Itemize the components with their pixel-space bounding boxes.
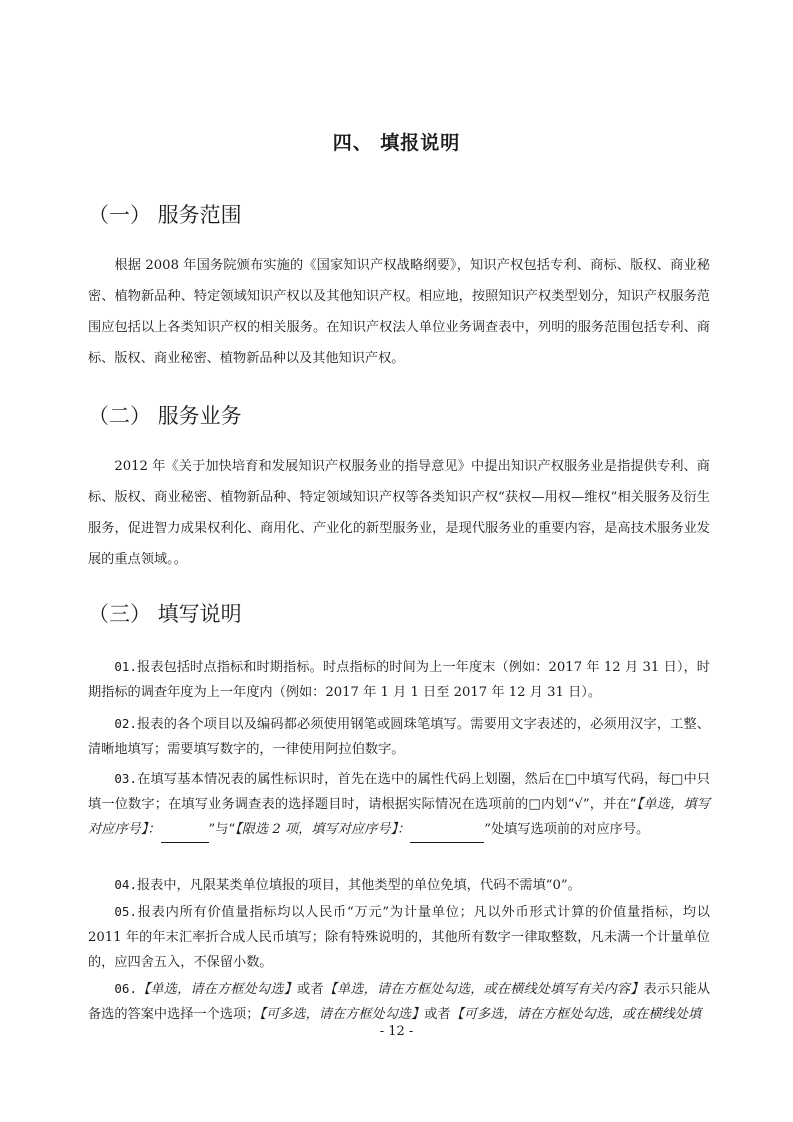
item-tag: 【单选，请在方框处勾选，或在横线处填写有关内容】 [323,982,644,997]
item-number: 01. [114,659,137,674]
item-number: 03. [114,771,137,786]
item-text: 报表包括时点指标和时期指标。时点指标的时间为上一年度末（例如：2017 年 12 月 31 日），时期指标的调查年度为上一年度内（例如：2017 年 1 月 1 日至 2017 年 12 月 31 日）。 [88,660,710,700]
item-tag: 【可多选，请在方框处勾选】 [259,1007,425,1022]
instruction-item-05 [88,899,710,975]
item-text: 报表中，凡限某类单位填报的项目，其他类型的单位免填，代码不需填“0”。 [136,878,581,893]
item-text: 表示只能从备选的答案中选择一个选项； [88,982,711,1022]
item-text: 报表的各个项目以及编码都必须使用钢笔或圆珠笔填写。需要用文字表述的，必须用汉字，工整、清晰地填写；需要填写数字的，一律使用阿拉伯数字。 [88,717,710,757]
page-title: 四、 填报说明 [332,132,461,154]
item-text: 或者 [424,1007,451,1022]
item-tag: 【可多选，请在方框处勾选，或在横线处填 [450,1007,702,1022]
fill-blank-line [161,817,209,843]
item-tag: 【单选，请在方框处勾选】 [136,982,298,997]
instruction-item-01 [88,654,710,705]
section-heading-business: （二） 服务业务 [88,404,242,428]
item-number: 05. [114,904,137,919]
fill-blank-line [410,817,484,843]
section-text-business: 2012 年《关于加快培育和发展知识产权服务业的指导意见》中提出知识产权服务业是指提供专利、商标、版权、商业秘密、植物新品种、特定领域知识产权等各类知识产权“获权—用权—维权”相关服务及衍生服务，促进智力成果权利化、商用化、产业化的新型服务业，是现代服务业的重要内容，是高技术服务业发展的重点领域。。 [88,459,710,567]
item-number: 02. [114,716,137,731]
item-number: 04. [114,877,137,892]
section-heading-scope: （一） 服务范围 [88,203,242,227]
instruction-item-03 [88,766,710,843]
section-text-scope: 根据 2008 年国务院颁布实施的《国家知识产权战略纲要》，知识产权包括专利、商标、版权、商业秘密、植物新品种、特定领域知识产权以及其他知识产权。相应地，按照知识产权类型划分，知识产权服务范围应包括以上各类知识产权的相关服务。在知识产权法人单位业务调查表中，列明的服务范围包括专利、商标、版权、商业秘密、植物新品种以及其他知识产权。 [88,258,710,366]
item-tag: 【单选，填写对应序号】： [88,797,710,837]
instruction-item-06 [88,976,710,1027]
section-heading-instructions: （三） 填写说明 [88,602,242,626]
page-number: - 12 - [379,1024,414,1039]
instruction-item-02 [88,711,710,762]
item-number: 06. [114,981,137,996]
item-text: ”与“ [208,822,236,837]
item-text: 在填写基本情况表的属性标识时，首先在选中的属性代码上划圈，然后在□中填写代码，每□中只填一位数字；在填写业务调查表的选择题目时，请根据实际情况在选项前的□内划“√”，并在“ [88,772,710,812]
item-tag: 【限选 2 项，填写对应序号】： [235,822,411,837]
item-text: ”处填写选项前的对应序号。 [484,822,650,837]
instruction-item-04 [88,872,710,898]
item-text: 报表内所有价值量指标均以人民币“万元”为计量单位；凡以外币形式计算的价值量指标，均以 2011 年的年末汇率折合成人民币填写；除有特殊说明的，其他所有数字一律取整数，凡未满一个计量单位的，应四舍五入，不保留小数。 [88,905,710,970]
item-text: 或者 [297,982,324,997]
